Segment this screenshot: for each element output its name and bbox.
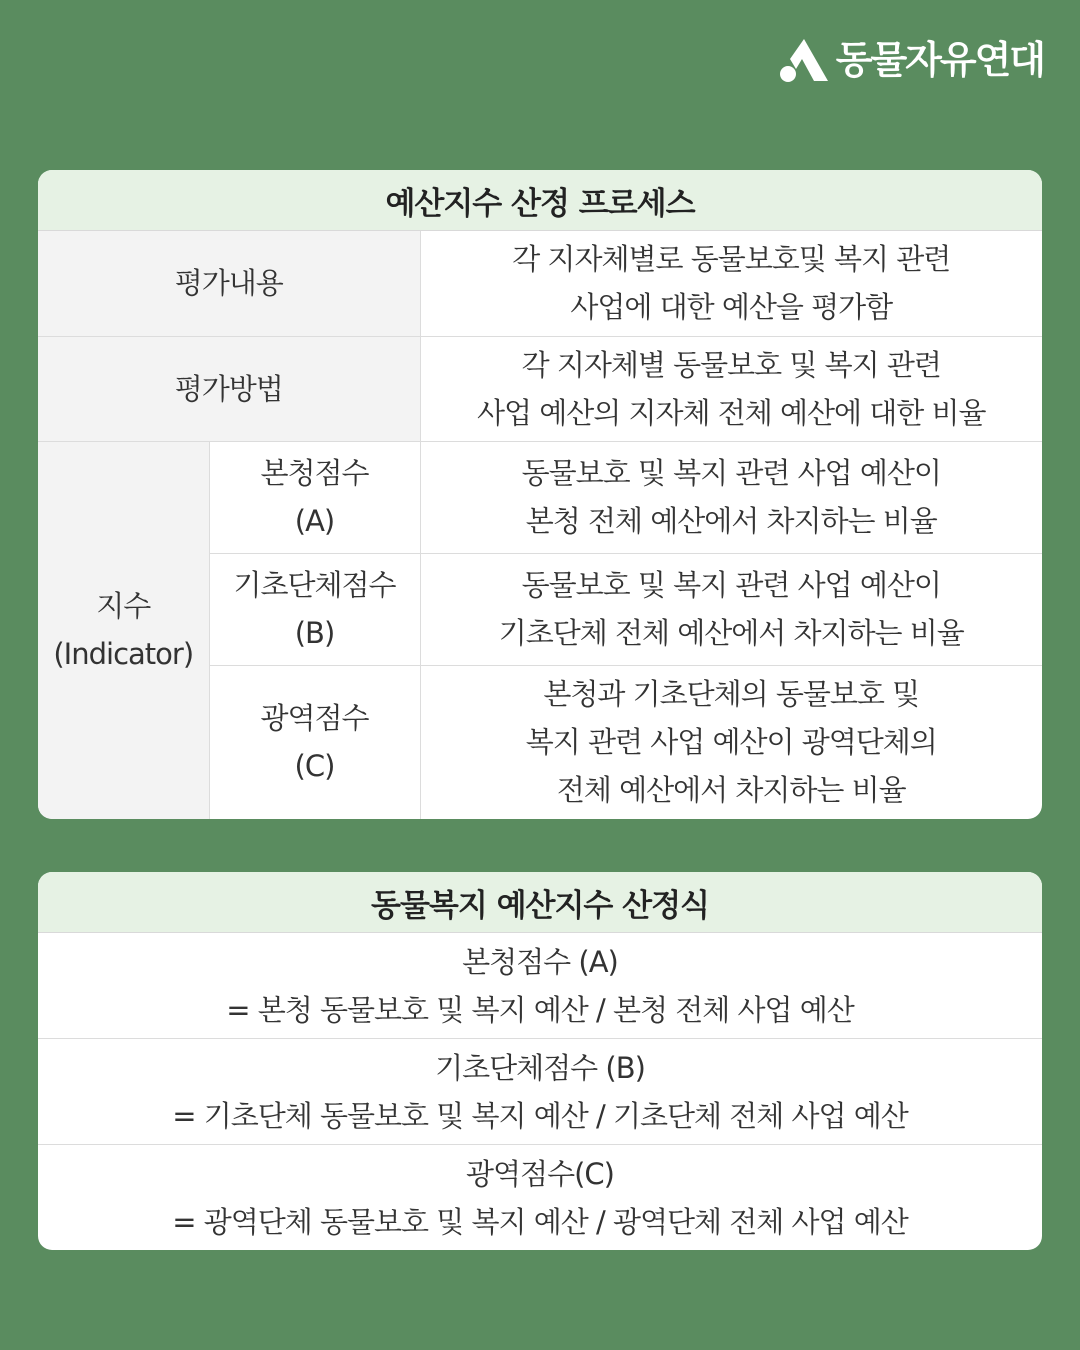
content-line: 본청 전체 예산에서 차지하는 비율 xyxy=(525,504,937,538)
formula-name: 기초단체점수 (B) xyxy=(435,1050,645,1085)
indicator-content-c xyxy=(420,665,1042,819)
content-line: 복지 관련 사업 예산이 광역단체의 xyxy=(525,725,937,760)
process-table-card xyxy=(38,170,1042,819)
row-content-evaluation-content xyxy=(420,231,1042,336)
brand-name: 동물자유연대 xyxy=(835,38,1044,82)
indicator-name-line: 광역점수 xyxy=(260,701,369,736)
process-table xyxy=(38,231,1042,819)
brand-mark-icon xyxy=(778,37,830,83)
formula-name: 광역점수(C) xyxy=(466,1156,614,1191)
row-content-evaluation-method xyxy=(420,336,1042,441)
indicator-name-line: (A) xyxy=(294,504,335,538)
indicator-name-line: 기초단체점수 xyxy=(233,568,396,602)
content-line: 본청과 기초단체의 동물보호 및 xyxy=(543,677,920,712)
indicator-label-line: (Indicator) xyxy=(53,637,194,671)
formula-table-title: 동물복지 예산지수 산정식 xyxy=(38,872,1042,933)
row-label-evaluation-content: 평가내용 xyxy=(38,231,420,336)
content-line: 전체 예산에서 차지하는 비율 xyxy=(556,773,906,808)
indicator-label xyxy=(38,441,209,819)
formula-expression: = 광역단체 동물보호 및 복지 예산 / 광역단체 전체 사업 예산 xyxy=(172,1204,908,1239)
formula-table-card xyxy=(38,872,1042,1250)
indicator-label-line: 지수 xyxy=(96,589,151,623)
formula-name: 본청점수 (A) xyxy=(462,944,618,979)
content-line: 각 지자체별로 동물보호및 복지 관련 xyxy=(512,242,951,277)
content-line: 사업에 대한 예산을 평가함 xyxy=(570,290,893,325)
formula-row-c xyxy=(38,1145,1042,1250)
content-line: 각 지자체별 동물보호 및 복지 관련 xyxy=(521,347,941,382)
process-table-title: 예산지수 산정 프로세스 xyxy=(38,170,1042,231)
indicator-name-a xyxy=(209,441,420,553)
content-line: 기초단체 전체 예산에서 차지하는 비율 xyxy=(498,616,964,650)
indicator-name-b xyxy=(209,553,420,665)
indicator-name-line: 본청점수 xyxy=(260,456,369,490)
indicator-content-a xyxy=(420,441,1042,553)
content-line: 사업 예산의 지자체 전체 예산에 대한 비율 xyxy=(476,395,986,430)
brand-logo xyxy=(778,34,1044,86)
table-row xyxy=(38,336,1042,441)
table-row xyxy=(38,231,1042,336)
content-line: 동물보호 및 복지 관련 사업 예산이 xyxy=(521,568,941,602)
indicator-content-b xyxy=(420,553,1042,665)
formula-row-a xyxy=(38,933,1042,1039)
formula-expression: = 기초단체 동물보호 및 복지 예산 / 기초단체 전체 사업 예산 xyxy=(172,1098,908,1133)
indicator-name-line: (C) xyxy=(294,749,335,784)
content-line: 동물보호 및 복지 관련 사업 예산이 xyxy=(521,456,941,490)
row-label-evaluation-method: 평가방법 xyxy=(38,336,420,441)
table-row xyxy=(38,441,1042,553)
formula-expression: = 본청 동물보호 및 복지 예산 / 본청 전체 사업 예산 xyxy=(226,992,854,1027)
formula-row-b xyxy=(38,1039,1042,1145)
indicator-name-line: (B) xyxy=(294,616,335,650)
indicator-name-c xyxy=(209,665,420,819)
